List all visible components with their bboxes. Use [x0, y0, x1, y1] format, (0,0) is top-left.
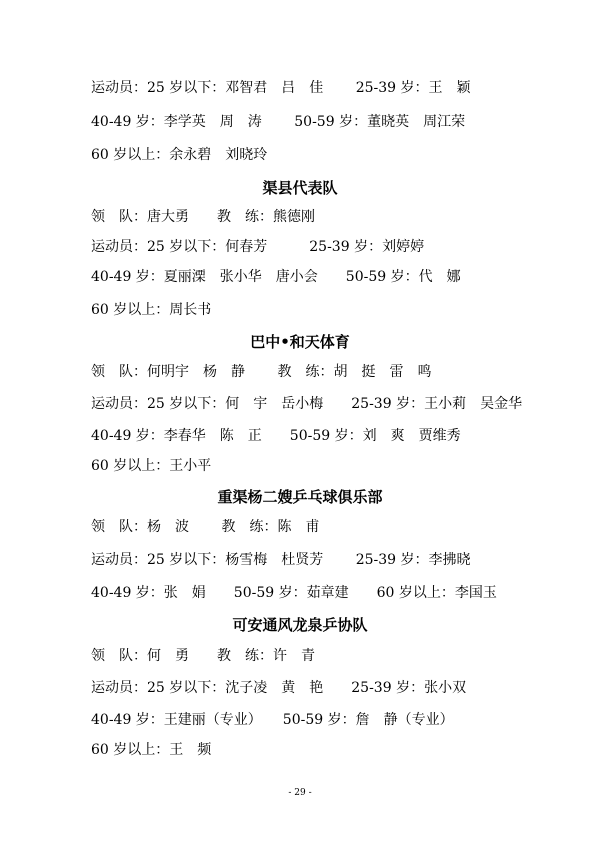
text-line: 60 岁以上：余永碧 刘晓玲 [91, 147, 268, 163]
section-heading: 重渠杨二嫂乒乓球俱乐部 [217, 488, 383, 506]
text-line: 运动员：25 岁以下：何 宇 岳小梅 25-39 岁：王小莉 吴金华 [91, 396, 523, 412]
text-line: 40-49 岁：李学英 周 涛 50-59 岁：董晓英 周江荣 [91, 114, 466, 130]
text-line: 60 岁以上：周长书 [91, 302, 212, 318]
page-number: - 29 - [288, 788, 312, 798]
text-line: 40-49 岁：张 娟 50-59 岁：茹章建 60 岁以上：李国玉 [91, 585, 497, 601]
text-line: 60 岁以上：王小平 [91, 458, 212, 474]
text-line: 领 队：唐大勇 教 练：熊德刚 [91, 209, 315, 225]
text-line: 40-49 岁：夏丽溧 张小华 唐小会 50-59 岁：代 娜 [91, 269, 461, 285]
text-line: 运动员：25 岁以下：何春芳 25-39 岁：刘婷婷 [91, 239, 425, 255]
text-line: 运动员：25 岁以下：邓智君 吕 佳 25-39 岁：王 颖 [91, 80, 471, 96]
text-line: 领 队：何 勇 教 练：许 青 [91, 648, 315, 664]
section-heading: 巴中•和天体育 [250, 333, 350, 351]
text-line: 领 队：杨 波 教 练：陈 甫 [91, 519, 320, 535]
text-line: 运动员：25 岁以下：沈子凌 黄 艳 25-39 岁：张小双 [91, 680, 467, 696]
text-line: 60 岁以上：王 频 [91, 742, 212, 758]
section-heading: 可安通风龙泉乒协队 [232, 616, 368, 634]
text-line: 40-49 岁：王建丽（专业） 50-59 岁：詹 静（专业） [91, 712, 454, 728]
text-line: 40-49 岁：李春华 陈 正 50-59 岁：刘 爽 贾维秀 [91, 428, 461, 444]
section-heading: 渠县代表队 [262, 179, 338, 197]
text-line: 领 队：何明宇 杨 静 教 练：胡 挺 雷 鸣 [91, 364, 432, 380]
text-line: 运动员：25 岁以下：杨雪梅 杜贤芳 25-39 岁：李拂晓 [91, 552, 471, 568]
